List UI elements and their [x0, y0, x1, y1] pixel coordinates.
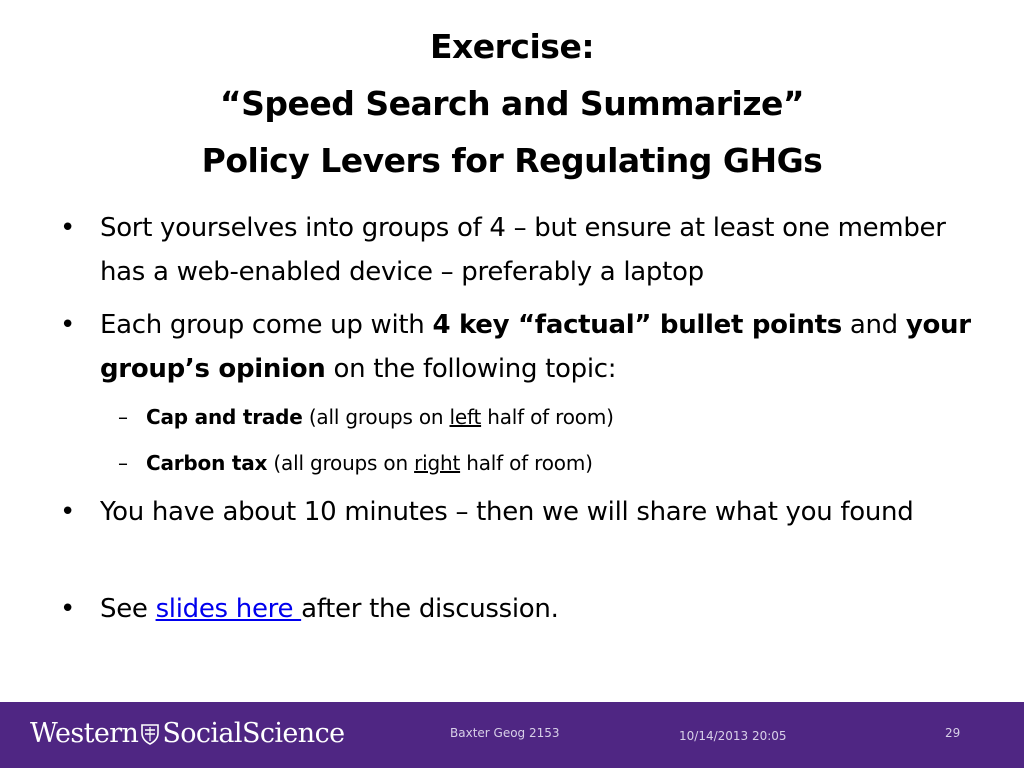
date-label: 10/14/2013 20:05 [679, 729, 787, 743]
bullet-task [60, 303, 980, 391]
title-line-2: “Speed Search and Summarize” [219, 84, 805, 123]
bullet-groups [60, 206, 980, 294]
title-line-1: Exercise: [429, 27, 595, 66]
shield-icon [140, 723, 160, 745]
bullet-time-text: You have about 10 minutes – then we will share what you found [100, 497, 914, 527]
sub-bullet-carbon-text: Carbon tax (all groups on right half of room) [146, 451, 593, 475]
bullet-see-slides [60, 587, 980, 631]
bullet-dot: • [60, 310, 76, 340]
sub-bullet-cap-and-trade [118, 402, 978, 432]
bullet-dot: • [60, 213, 76, 243]
bold-group-opinion: your group’s opinion [100, 310, 971, 384]
dash-mark: – [118, 451, 128, 475]
course-label: Baxter Geog 2153 [450, 726, 560, 740]
western-social-science-logo: Western SocialScience [30, 718, 345, 749]
bullet-dot: • [60, 497, 76, 527]
dash-mark: – [118, 405, 128, 429]
bullet-groups-text: Sort yourselves into groups of 4 – but ensure at least one member has a web-enabled device – preferably a laptop [100, 213, 946, 287]
title-line-3: Policy Levers for Regulating GHGs [201, 141, 823, 180]
bullet-task-text: Each group come up with 4 key “factual” bullet points and your group’s opinion on the following topic: [100, 310, 971, 384]
sub-bullet-carbon-tax [118, 448, 978, 478]
footer-bar [0, 702, 1024, 768]
slide-number: 29 [945, 726, 961, 740]
slides-here-link[interactable]: slides here [155, 594, 302, 624]
bold-key-points: 4 key “factual” bullet points [432, 310, 842, 340]
bullet-dot: • [60, 594, 76, 624]
bullet-time [60, 490, 980, 534]
bullet-see-slides-text: See slides here after the discussion. [100, 594, 559, 624]
sub-bullet-cap-text: Cap and trade (all groups on left half of room) [146, 405, 614, 429]
